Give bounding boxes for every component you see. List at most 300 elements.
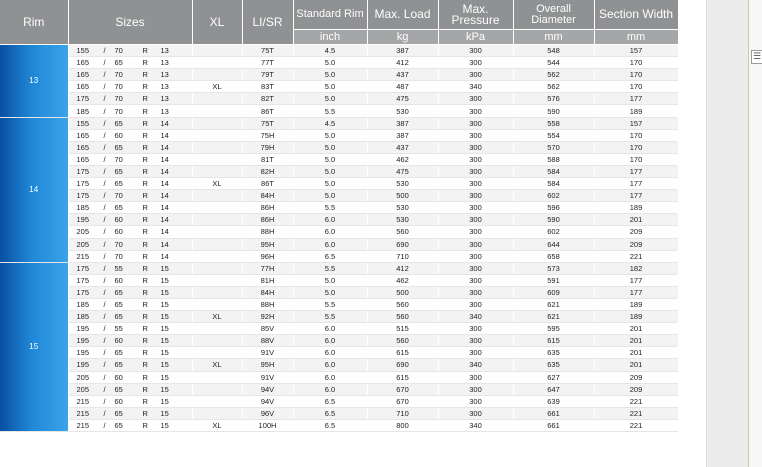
standard-rim-cell: 6.0 (293, 214, 367, 226)
max-load-cell: 560 (367, 335, 438, 347)
xl-cell (192, 371, 242, 383)
size-construction: R (142, 58, 148, 68)
table-row (0, 129, 678, 141)
size-construction: R (142, 106, 148, 116)
size-aspect-ratio: 65 (114, 300, 123, 310)
table-row (0, 359, 678, 371)
size-separator: / (103, 227, 106, 237)
size-diameter: 15 (160, 324, 169, 334)
size-cell (68, 335, 192, 347)
section-width-cell: 177 (594, 190, 678, 202)
size-aspect-ratio: 55 (114, 263, 123, 273)
size-separator: / (103, 396, 106, 406)
overall-diameter-cell: 554 (513, 129, 594, 141)
size-diameter: 14 (160, 118, 169, 128)
size-separator: / (103, 46, 106, 56)
size-construction: R (142, 94, 148, 104)
size-width: 185 (76, 300, 90, 310)
size-aspect-ratio: 70 (114, 46, 123, 56)
overall-diameter-cell: 609 (513, 286, 594, 298)
max-pressure-cell: 300 (438, 105, 513, 117)
standard-rim-cell: 4.5 (293, 117, 367, 129)
max-pressure-cell: 300 (438, 178, 513, 190)
section-width-cell: 201 (594, 359, 678, 371)
xl-cell (192, 93, 242, 105)
table-row (0, 165, 678, 177)
xl-cell: XL (192, 311, 242, 323)
unit-kpa: kPa (438, 30, 513, 45)
section-width-cell: 189 (594, 202, 678, 214)
size-construction: R (142, 251, 148, 261)
size-diameter: 14 (160, 239, 169, 249)
xl-cell: XL (192, 81, 242, 93)
size-separator: / (103, 348, 106, 358)
xl-cell (192, 238, 242, 250)
size-construction: R (142, 46, 148, 56)
size-width: 165 (76, 154, 90, 164)
size-aspect-ratio: 60 (114, 336, 123, 346)
standard-rim-cell: 4.5 (293, 45, 367, 57)
size-separator: / (103, 142, 106, 152)
max-load-cell: 710 (367, 407, 438, 419)
table-row (0, 226, 678, 238)
overall-diameter-cell: 635 (513, 347, 594, 359)
table-row (0, 178, 678, 190)
size-construction: R (142, 336, 148, 346)
xl-cell (192, 129, 242, 141)
max-load-cell: 387 (367, 117, 438, 129)
size-construction: R (142, 372, 148, 382)
side-panel-edge (748, 0, 762, 467)
size-separator: / (103, 191, 106, 201)
section-width-cell: 177 (594, 286, 678, 298)
size-aspect-ratio: 70 (114, 154, 123, 164)
max-load-cell: 560 (367, 226, 438, 238)
table-row (0, 93, 678, 105)
size-construction: R (142, 275, 148, 285)
max-load-cell: 387 (367, 45, 438, 57)
table-row (0, 214, 678, 226)
menu-lines-icon[interactable]: ☰ (752, 52, 762, 62)
standard-rim-cell: 5.0 (293, 286, 367, 298)
size-construction: R (142, 203, 148, 213)
max-pressure-cell: 340 (438, 359, 513, 371)
overall-diameter-cell: 591 (513, 274, 594, 286)
size-width: 195 (76, 360, 90, 370)
overall-diameter-header: Overall Diameter (513, 0, 594, 30)
size-construction: R (142, 348, 148, 358)
standard-rim-cell: 6.0 (293, 226, 367, 238)
size-width: 185 (76, 106, 90, 116)
max-pressure-cell: 300 (438, 117, 513, 129)
table-row (0, 311, 678, 323)
size-width: 195 (76, 336, 90, 346)
size-cell (68, 190, 192, 202)
xl-cell (192, 323, 242, 335)
standard-rim-cell: 6.0 (293, 383, 367, 395)
size-width: 175 (76, 275, 90, 285)
size-separator: / (103, 94, 106, 104)
size-cell (68, 371, 192, 383)
max-load-cell: 462 (367, 153, 438, 165)
standard-rim-cell: 5.5 (293, 202, 367, 214)
overall-diameter-cell: 595 (513, 323, 594, 335)
size-diameter: 13 (160, 94, 169, 104)
size-aspect-ratio: 70 (114, 239, 123, 249)
size-construction: R (142, 82, 148, 92)
size-width: 215 (76, 420, 90, 430)
size-diameter: 13 (160, 58, 169, 68)
size-construction: R (142, 227, 148, 237)
max-load-cell: 515 (367, 323, 438, 335)
size-aspect-ratio: 65 (114, 118, 123, 128)
lisr-cell: 81T (242, 153, 293, 165)
size-diameter: 13 (160, 82, 169, 92)
overall-diameter-cell: 588 (513, 153, 594, 165)
standard-rim-cell: 5.0 (293, 93, 367, 105)
section-width-cell: 170 (594, 69, 678, 81)
lisr-header: LI/SR (242, 0, 293, 45)
size-width: 175 (76, 179, 90, 189)
section-width-cell: 170 (594, 129, 678, 141)
standard-rim-cell: 6.0 (293, 323, 367, 335)
overall-diameter-cell: 647 (513, 383, 594, 395)
standard-rim-cell: 5.0 (293, 190, 367, 202)
standard-rim-cell: 6.0 (293, 238, 367, 250)
size-cell (68, 226, 192, 238)
size-aspect-ratio: 60 (114, 372, 123, 382)
size-cell (68, 395, 192, 407)
size-construction: R (142, 263, 148, 273)
size-cell (68, 323, 192, 335)
size-cell (68, 262, 192, 274)
max-pressure-cell: 300 (438, 238, 513, 250)
table-row (0, 57, 678, 69)
size-diameter: 15 (160, 336, 169, 346)
size-width: 165 (76, 82, 90, 92)
overall-diameter-cell: 584 (513, 165, 594, 177)
lisr-cell: 82H (242, 165, 293, 177)
overall-diameter-cell: 584 (513, 178, 594, 190)
lisr-cell: 91V (242, 347, 293, 359)
size-cell (68, 141, 192, 153)
max-load-cell: 530 (367, 105, 438, 117)
standard-rim-cell: 5.0 (293, 69, 367, 81)
xl-cell (192, 117, 242, 129)
size-cell (68, 105, 192, 117)
size-aspect-ratio: 65 (114, 312, 123, 322)
lisr-cell: 82T (242, 93, 293, 105)
table-row (0, 298, 678, 310)
size-separator: / (103, 154, 106, 164)
lisr-cell: 88H (242, 226, 293, 238)
standard-rim-cell: 5.0 (293, 274, 367, 286)
standard-rim-cell: 5.0 (293, 81, 367, 93)
standard-rim-cell: 6.0 (293, 371, 367, 383)
size-aspect-ratio: 60 (114, 275, 123, 285)
lisr-cell: 96H (242, 250, 293, 262)
size-cell (68, 250, 192, 262)
max-load-cell: 560 (367, 298, 438, 310)
lisr-cell: 92H (242, 311, 293, 323)
overall-diameter-cell: 562 (513, 81, 594, 93)
xl-cell (192, 274, 242, 286)
size-width: 155 (76, 46, 90, 56)
size-cell (68, 274, 192, 286)
standard-rim-cell: 5.5 (293, 105, 367, 117)
standard-rim-cell: 6.0 (293, 335, 367, 347)
max-pressure-cell: 300 (438, 165, 513, 177)
size-construction: R (142, 179, 148, 189)
lisr-cell: 88V (242, 335, 293, 347)
xl-cell (192, 141, 242, 153)
rim-header: Rim (0, 0, 68, 45)
max-pressure-cell: 300 (438, 93, 513, 105)
xl-cell: XL (192, 178, 242, 190)
overall-diameter-cell: 573 (513, 262, 594, 274)
table-row (0, 262, 678, 274)
size-construction: R (142, 384, 148, 394)
size-diameter: 15 (160, 263, 169, 273)
standard-rim-cell: 5.5 (293, 262, 367, 274)
size-cell (68, 347, 192, 359)
section-width-cell: 177 (594, 178, 678, 190)
overall-diameter-cell: 639 (513, 395, 594, 407)
size-width: 185 (76, 312, 90, 322)
xl-cell (192, 347, 242, 359)
size-width: 175 (76, 166, 90, 176)
table-row (0, 419, 678, 431)
lisr-cell: 95H (242, 238, 293, 250)
max-pressure-cell: 300 (438, 335, 513, 347)
size-separator: / (103, 106, 106, 116)
table-row (0, 190, 678, 202)
max-pressure-cell: 300 (438, 45, 513, 57)
size-cell (68, 81, 192, 93)
section-width-cell: 170 (594, 153, 678, 165)
size-diameter: 15 (160, 275, 169, 285)
lisr-cell: 79H (242, 141, 293, 153)
table-row (0, 323, 678, 335)
xl-cell (192, 250, 242, 262)
size-diameter: 14 (160, 227, 169, 237)
size-width: 165 (76, 142, 90, 152)
overall-diameter-cell: 627 (513, 371, 594, 383)
max-load-cell: 615 (367, 371, 438, 383)
size-diameter: 14 (160, 142, 169, 152)
lisr-cell: 83T (242, 81, 293, 93)
overall-diameter-cell: 658 (513, 250, 594, 262)
size-width: 155 (76, 118, 90, 128)
size-separator: / (103, 239, 106, 249)
section-width-cell: 177 (594, 274, 678, 286)
size-aspect-ratio: 65 (114, 142, 123, 152)
max-pressure-cell: 300 (438, 141, 513, 153)
table-row (0, 141, 678, 153)
max-pressure-cell: 300 (438, 407, 513, 419)
size-cell (68, 153, 192, 165)
size-diameter: 15 (160, 360, 169, 370)
standard-rim-cell: 5.5 (293, 298, 367, 310)
size-diameter: 15 (160, 372, 169, 382)
max-pressure-cell: 300 (438, 214, 513, 226)
standard-rim-cell: 5.0 (293, 178, 367, 190)
xl-cell (192, 262, 242, 274)
size-cell (68, 298, 192, 310)
size-construction: R (142, 215, 148, 225)
size-construction: R (142, 360, 148, 370)
size-construction: R (142, 420, 148, 430)
overall-diameter-cell: 544 (513, 57, 594, 69)
xl-cell: XL (192, 359, 242, 371)
size-aspect-ratio: 60 (114, 227, 123, 237)
size-width: 185 (76, 203, 90, 213)
max-load-cell: 560 (367, 311, 438, 323)
max-load-cell: 710 (367, 250, 438, 262)
section-width-cell: 177 (594, 165, 678, 177)
size-separator: / (103, 215, 106, 225)
size-diameter: 15 (160, 396, 169, 406)
standard-rim-cell: 5.0 (293, 141, 367, 153)
size-diameter: 13 (160, 106, 169, 116)
overall-diameter-cell: 562 (513, 69, 594, 81)
max-load-cell: 387 (367, 129, 438, 141)
size-separator: / (103, 263, 106, 273)
xl-cell (192, 45, 242, 57)
size-aspect-ratio: 65 (114, 287, 123, 297)
max-load-cell: 437 (367, 69, 438, 81)
table-row (0, 45, 678, 57)
section-width-cell: 170 (594, 57, 678, 69)
size-separator: / (103, 324, 106, 334)
size-cell (68, 238, 192, 250)
section-width-cell: 221 (594, 419, 678, 431)
size-diameter: 13 (160, 46, 169, 56)
table-row (0, 274, 678, 286)
size-aspect-ratio: 65 (114, 384, 123, 394)
size-construction: R (142, 70, 148, 80)
section-width-cell: 189 (594, 298, 678, 310)
size-separator: / (103, 336, 106, 346)
overall-diameter-cell: 590 (513, 105, 594, 117)
size-aspect-ratio: 70 (114, 70, 123, 80)
rim-group-label: 13 (0, 45, 68, 118)
unit-inch: inch (293, 30, 367, 45)
max-pressure-cell: 300 (438, 323, 513, 335)
xl-cell (192, 407, 242, 419)
lisr-cell: 91V (242, 371, 293, 383)
overall-diameter-cell: 635 (513, 359, 594, 371)
size-construction: R (142, 239, 148, 249)
size-width: 165 (76, 58, 90, 68)
size-width: 205 (76, 372, 90, 382)
max-load-cell: 690 (367, 238, 438, 250)
xl-cell (192, 214, 242, 226)
table-row (0, 69, 678, 81)
size-separator: / (103, 420, 106, 430)
section-width-cell: 189 (594, 105, 678, 117)
table-row (0, 81, 678, 93)
size-diameter: 13 (160, 70, 169, 80)
max-pressure-cell: 300 (438, 383, 513, 395)
section-width-cell: 209 (594, 371, 678, 383)
overall-diameter-cell: 621 (513, 298, 594, 310)
max-pressure-header: Max. Pressure (438, 0, 513, 30)
size-construction: R (142, 300, 148, 310)
xl-cell (192, 395, 242, 407)
size-cell (68, 407, 192, 419)
size-separator: / (103, 408, 106, 418)
size-aspect-ratio: 65 (114, 203, 123, 213)
size-cell (68, 359, 192, 371)
standard-rim-cell: 5.0 (293, 165, 367, 177)
lisr-cell: 75H (242, 129, 293, 141)
size-separator: / (103, 275, 106, 285)
max-pressure-cell: 300 (438, 57, 513, 69)
lisr-cell: 85V (242, 323, 293, 335)
max-load-cell: 412 (367, 57, 438, 69)
size-cell (68, 311, 192, 323)
overall-diameter-cell: 596 (513, 202, 594, 214)
max-pressure-cell: 300 (438, 250, 513, 262)
xl-cell (192, 165, 242, 177)
max-pressure-cell: 300 (438, 226, 513, 238)
table-row (0, 105, 678, 117)
size-aspect-ratio: 65 (114, 179, 123, 189)
table-header (0, 0, 678, 45)
section-width-header: Section Width (594, 0, 678, 30)
size-diameter: 14 (160, 191, 169, 201)
size-aspect-ratio: 70 (114, 251, 123, 261)
size-diameter: 14 (160, 179, 169, 189)
overall-diameter-cell: 548 (513, 45, 594, 57)
size-construction: R (142, 324, 148, 334)
size-separator: / (103, 384, 106, 394)
section-width-cell: 221 (594, 395, 678, 407)
size-width: 205 (76, 239, 90, 249)
table-row (0, 202, 678, 214)
overall-diameter-cell: 621 (513, 311, 594, 323)
standard-rim-cell: 5.0 (293, 57, 367, 69)
size-cell (68, 69, 192, 81)
size-cell (68, 419, 192, 431)
max-load-cell: 462 (367, 274, 438, 286)
max-load-cell: 530 (367, 178, 438, 190)
max-load-cell: 690 (367, 359, 438, 371)
section-width-cell: 177 (594, 93, 678, 105)
table-row (0, 383, 678, 395)
size-width: 165 (76, 130, 90, 140)
max-pressure-cell: 300 (438, 69, 513, 81)
xl-header: XL (192, 0, 242, 45)
xl-cell (192, 69, 242, 81)
size-diameter: 14 (160, 215, 169, 225)
lisr-cell: 100H (242, 419, 293, 431)
section-width-cell: 170 (594, 81, 678, 93)
max-load-cell: 487 (367, 81, 438, 93)
size-width: 175 (76, 94, 90, 104)
section-width-cell: 209 (594, 238, 678, 250)
size-construction: R (142, 287, 148, 297)
max-load-cell: 615 (367, 347, 438, 359)
size-cell (68, 202, 192, 214)
size-diameter: 15 (160, 384, 169, 394)
size-aspect-ratio: 70 (114, 106, 123, 116)
table-row (0, 153, 678, 165)
section-width-cell: 182 (594, 262, 678, 274)
max-pressure-cell: 300 (438, 286, 513, 298)
size-width: 175 (76, 263, 90, 273)
